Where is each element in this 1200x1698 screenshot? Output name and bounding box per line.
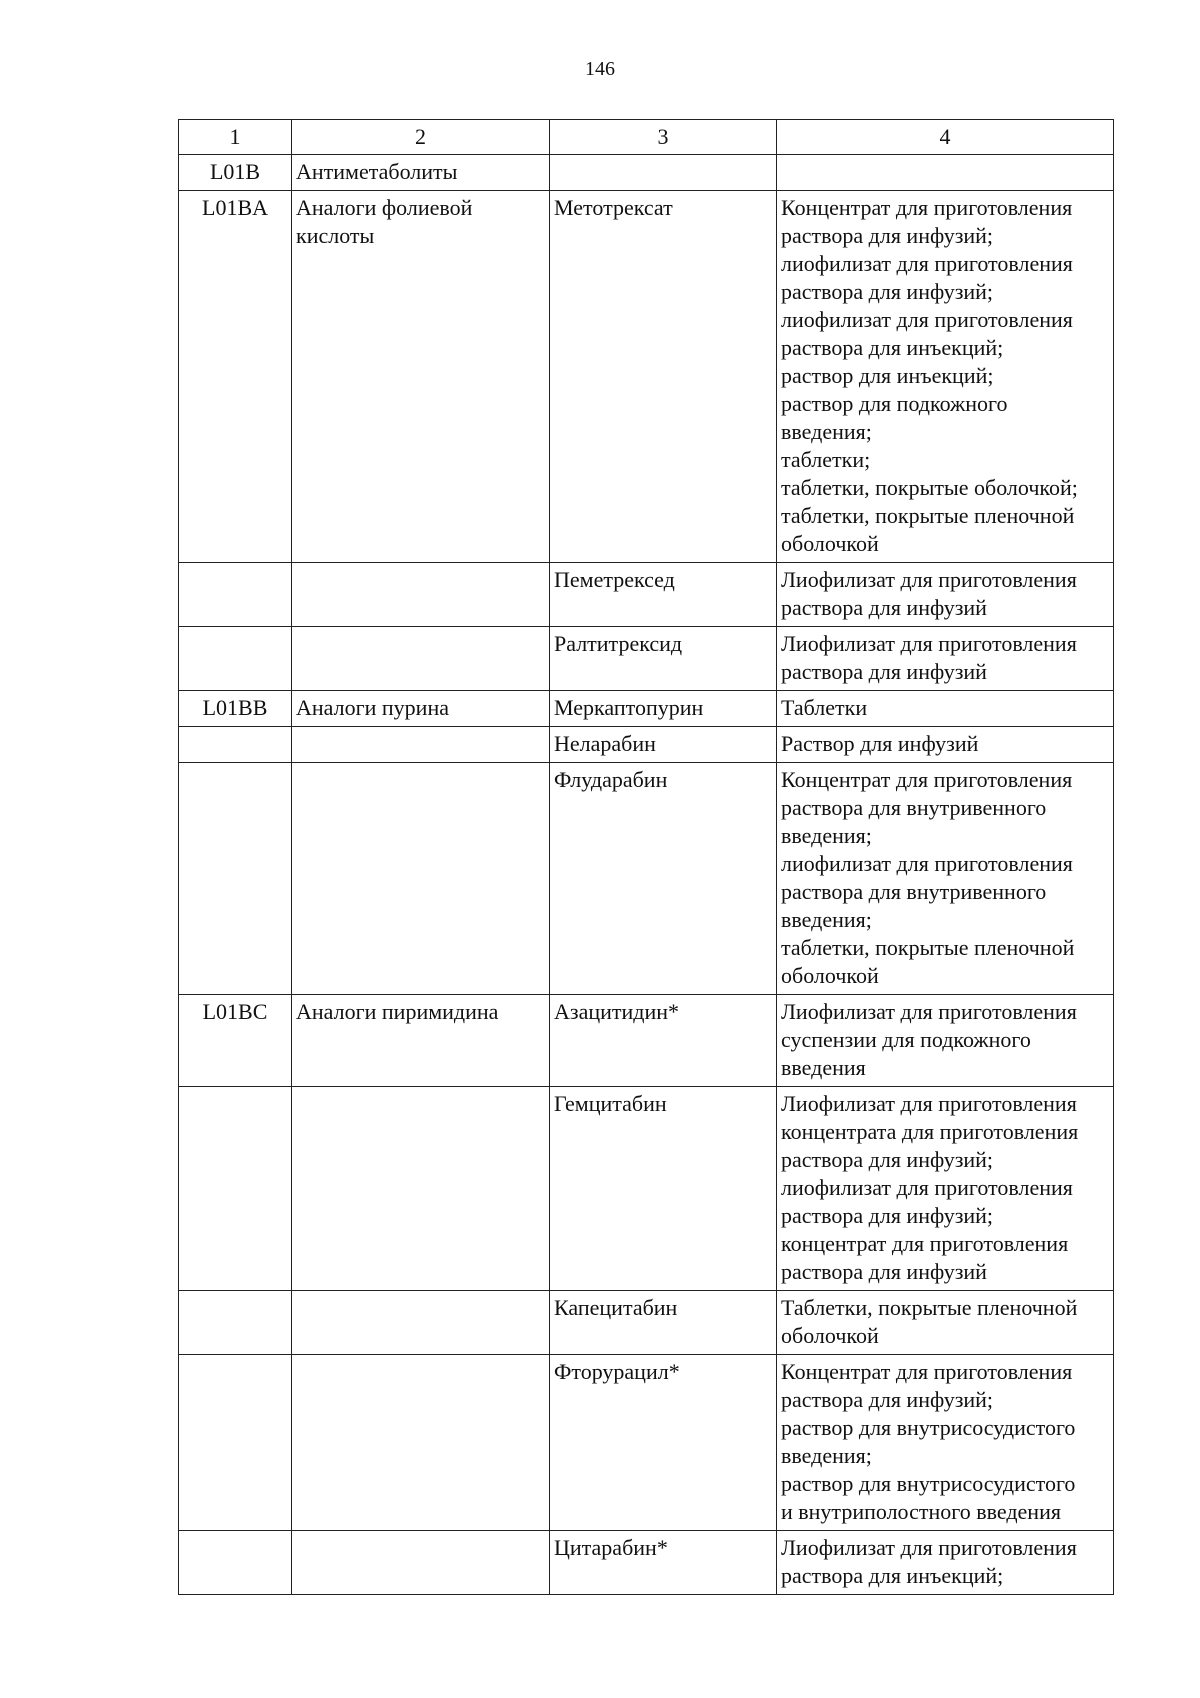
group-cell: Аналоги пурина [292,691,550,727]
drug-cell: Метотрексат [550,191,777,563]
table-row [179,563,1114,627]
table-row [179,1355,1114,1531]
atc-code-cell [179,563,292,627]
table-row [179,995,1114,1087]
forms-cell: Лиофилизат для приготовления раствора для инфузий [777,563,1114,627]
table-row [179,1531,1114,1595]
column-header: 4 [777,120,1114,155]
group-cell [292,1291,550,1355]
forms-cell [777,155,1114,191]
atc-code-cell: L01BA [179,191,292,563]
atc-code-cell [179,1531,292,1595]
page-number: 146 [585,58,615,80]
atc-code-cell: L01BB [179,691,292,727]
table-row [179,155,1114,191]
forms-cell: Таблетки [777,691,1114,727]
drug-cell: Меркаптопурин [550,691,777,727]
atc-code-cell: L01B [179,155,292,191]
table-row [179,1291,1114,1355]
group-cell [292,1531,550,1595]
forms-cell: Концентрат для приготовления раствора для внутривенного введения; лиофилизат для приготовления раствора для внутривенного введения; таблетки, покрытые пленочной оболочкой [777,763,1114,995]
group-cell [292,727,550,763]
group-cell: Аналоги фолиевой кислоты [292,191,550,563]
group-cell [292,763,550,995]
forms-cell: Раствор для инфузий [777,727,1114,763]
forms-cell: Лиофилизат для приготовления суспензии для подкожного введения [777,995,1114,1087]
forms-cell: Лиофилизат для приготовления раствора для инфузий [777,627,1114,691]
column-header: 3 [550,120,777,155]
drug-cell: Флударабин [550,763,777,995]
drug-cell: Гемцитабин [550,1087,777,1291]
drug-cell: Капецитабин [550,1291,777,1355]
forms-cell: Концентрат для приготовления раствора для инфузий; раствор для внутрисосудистого введения; раствор для внутрисосудистого и внутриполостного введения [777,1355,1114,1531]
atc-code-cell: L01BC [179,995,292,1087]
table-row [179,627,1114,691]
group-cell [292,563,550,627]
atc-code-cell [179,727,292,763]
forms-cell: Таблетки, покрытые пленочной оболочкой [777,1291,1114,1355]
drug-cell: Ралтитрексид [550,627,777,691]
forms-cell: Концентрат для приготовления раствора для инфузий; лиофилизат для приготовления раствора для инфузий; лиофилизат для приготовления раствора для инъекций; раствор для инъекций; раствор для подкожного введения; таблетки; таблетки, покрытые оболочкой; таблетки, покрытые пленочной оболочкой [777,191,1114,563]
atc-code-cell [179,1355,292,1531]
table-header-row [179,120,1114,155]
table-row [179,727,1114,763]
atc-code-cell [179,763,292,995]
group-cell [292,1355,550,1531]
table-row [179,191,1114,563]
table-row [179,763,1114,995]
atc-code-cell [179,627,292,691]
column-header: 2 [292,120,550,155]
drug-cell: Фторурацил* [550,1355,777,1531]
drug-cell: Пеметрексед [550,563,777,627]
column-header: 1 [179,120,292,155]
drug-cell: Азацитидин* [550,995,777,1087]
table-row [179,691,1114,727]
group-cell: Аналоги пиримидина [292,995,550,1087]
drug-cell: Цитарабин* [550,1531,777,1595]
atc-code-cell [179,1087,292,1291]
forms-cell: Лиофилизат для приготовления раствора для инъекций; [777,1531,1114,1595]
table-row [179,1087,1114,1291]
drug-table [178,119,1114,1595]
drug-cell: Неларабин [550,727,777,763]
group-cell: Антиметаболиты [292,155,550,191]
atc-code-cell [179,1291,292,1355]
forms-cell: Лиофилизат для приготовления концентрата для приготовления раствора для инфузий; лиофилизат для приготовления раствора для инфузий; концентрат для приготовления раствора для инфузий [777,1087,1114,1291]
group-cell [292,1087,550,1291]
group-cell [292,627,550,691]
drug-cell [550,155,777,191]
